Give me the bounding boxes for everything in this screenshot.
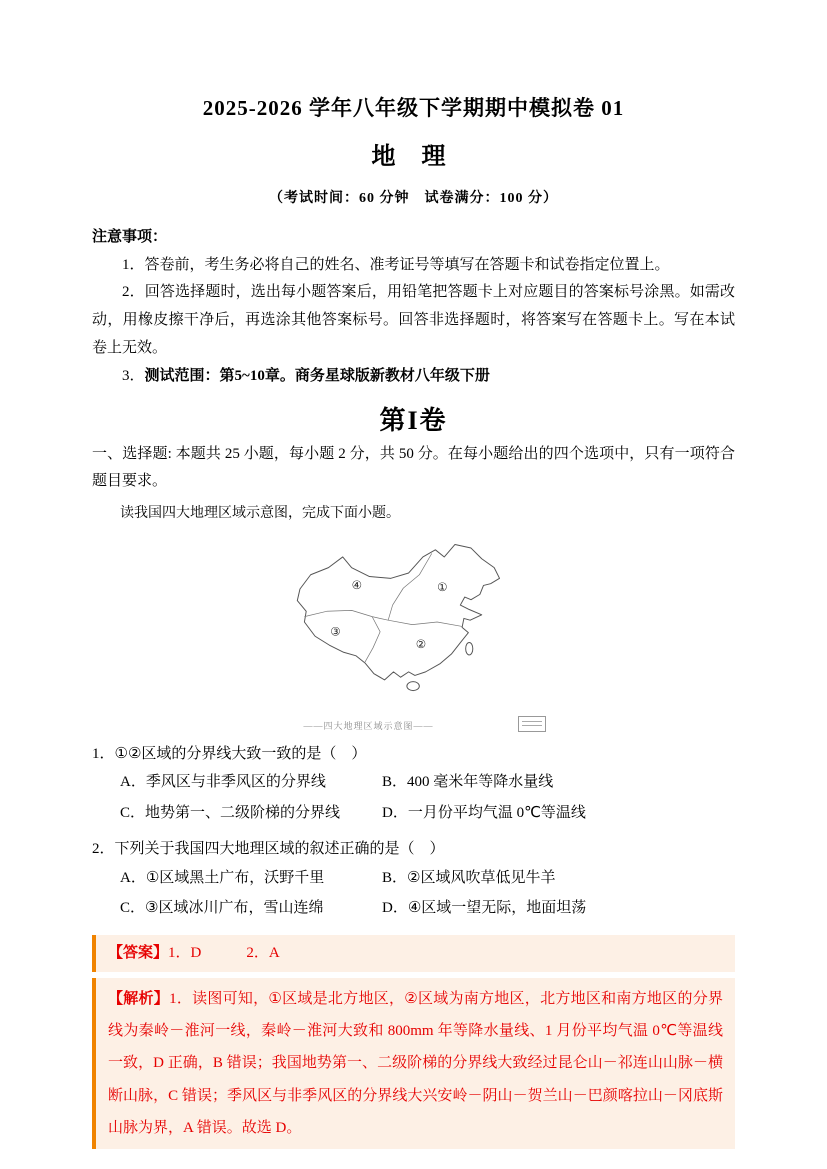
region-label-4: ④ <box>351 577 362 592</box>
china-outline <box>297 544 499 679</box>
legend-line <box>522 721 542 722</box>
region-boundary-tibet-north-edge <box>304 610 388 620</box>
hainan-island <box>406 682 418 691</box>
question-2-option-c: C．③区域冰川广布，雪山连绵 <box>120 900 324 917</box>
question-1-option-c: C．地势第一、二级阶梯的分界线 <box>120 804 341 821</box>
notice-heading: 注意事项： <box>92 229 168 245</box>
notice-section <box>92 223 735 390</box>
region-label-1: ① <box>436 579 448 594</box>
notice-item-3-scope: 测试范围：第5~10章。商务星球版新教材八年级下册 <box>144 367 490 384</box>
region-boundary-tibet-east-edge <box>365 616 380 661</box>
analysis-block <box>92 978 735 1149</box>
answer-text: 1．D 2．A <box>168 944 280 961</box>
notice-item-3 <box>92 363 735 391</box>
map-footer <box>264 716 564 732</box>
page-title: 2025-2026 学年八年级下学期期中模拟卷 01 <box>202 96 625 120</box>
question-2-stem: 2．下列关于我国四大地理区域的叙述正确的是（ ） <box>92 841 445 858</box>
analysis-label: 【解析】 <box>108 990 170 1007</box>
legend-line <box>522 725 542 726</box>
question-1-option-b: B．400 毫米年等降水量线 <box>382 774 554 791</box>
subject-title: 地 理 <box>371 144 456 170</box>
answer-label: 【答案】 <box>108 944 169 961</box>
analysis-text: 1．读图可知，①区域是北方地区，②区域为南方地区，北方地区和南方地区的分界线为秦岭－淮河一线，秦岭－淮河大致和 800mm 年等降水量线、1 月份平均气温 0℃等温线一致，D 正确，B 错误；我国地势第一、二级阶梯的分界线大致经过昆仑山－祁连山山脉－横断山脉，C 错误；季风区与非季风区的分界线大兴安岭－阴山－贺兰山－巴颜喀拉山－冈底斯山脉为界，A 错误。故选 D。 <box>108 990 723 1136</box>
map-legend-box <box>518 716 546 732</box>
taiwan-island <box>465 642 472 654</box>
question-2-option-b: B．②区域风吹草低见牛羊 <box>382 869 556 886</box>
section-title-choice: 一、选择题: 本题共 25 小题，每小题 2 分，共 50 分。在每小题给出的四个选项中，只有一项符合题目要求。 <box>92 446 735 490</box>
region-label-3: ③ <box>329 624 341 639</box>
region-label-2: ② <box>415 636 426 651</box>
question-2 <box>92 835 735 923</box>
question-1-stem: 1．①②区域的分界线大致一致的是（ ） <box>92 745 367 762</box>
question-1 <box>92 740 735 828</box>
question-1-option-a: A．季风区与非季风区的分界线 <box>120 774 326 791</box>
notice-item-2: 2．回答选择题时，选出每小题答案后，用铅笔把答题卡上对应题目的答案标号涂黑。如需改动，用橡皮擦干净后，再选涂其他答案标号。回答非选择题时，将答案写在答题卡上。写在本试卷上无效。 <box>92 284 735 356</box>
china-map <box>264 532 564 728</box>
question-2-option-a: A．①区域黑土广布，沃野千里 <box>120 869 325 886</box>
question-stimulus: 读我国四大地理区域示意图，完成下面小题。 <box>120 506 400 522</box>
question-2-options <box>120 864 735 923</box>
answer-block <box>92 935 735 972</box>
question-1-options <box>120 768 735 827</box>
notice-item-1: 1．答卷前，考生务必将自己的姓名、准考证号等填写在答题卡和试卷指定位置上。 <box>122 256 670 273</box>
exam-info: （考试时间：60 分钟 试卷满分：100 分） <box>269 191 558 206</box>
region-boundary-northwest-north <box>388 553 462 626</box>
notice-item-3-number: 3． <box>122 367 145 384</box>
question-2-option-d: D．④区域一望无际，地面坦荡 <box>382 900 587 917</box>
map-figure <box>264 532 564 732</box>
question-1-option-d: D．一月份平均气温 0℃等温线 <box>382 804 586 821</box>
map-caption: ——四大地理区域示意图—— <box>303 720 434 731</box>
part1-heading: 第I卷 <box>379 406 448 436</box>
